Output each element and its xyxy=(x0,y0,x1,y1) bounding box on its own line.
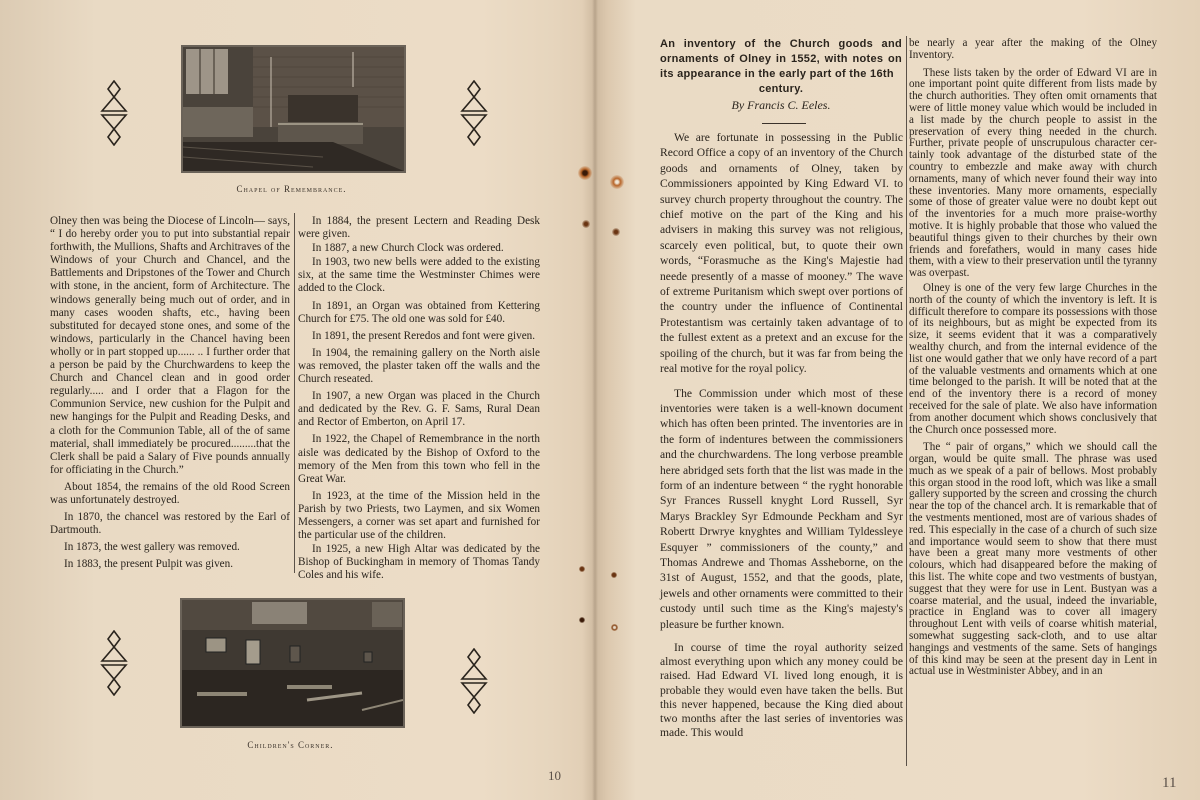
paragraph: In 1884, the present Lectern and Reading Desk were given. xyxy=(298,215,540,241)
paragraph: In 1925, a new High Altar was dedicated by the Bishop of Buckingham in memory of Thomas Tandy Coles and his wife. xyxy=(298,543,540,582)
paragraph: We are fortunate in possessing in the Public Record Office a copy of an inventory of the Church goods and ornaments of Olney, taken by Commissioners appointed by King Edward VI. to survey church property throughout the country. The chief motive on the part of the King and his advisers in making this survey was not religious, scarcely even political, but, to quote their own words, “Forasmuche as the King's Majestie had neede presently of a masse of mooney.” The wave of extreme Puritanism which swept over portions of the country under the influence of Continental Protestantism was certainly taken advantage of to the fullest extent as a pretext and an excuse for the spoiling of the church, but it was far from being the real motive for the royal policy. xyxy=(660,131,903,376)
paragraph: In 1922, the Chapel of Remembrance in the north aisle was dedicated by the Bishop of Oxford to the memory of the Men from this town who fell in the Great War. xyxy=(298,433,540,485)
article-title-last-line: century. xyxy=(758,83,804,95)
caption-chapel-of-remembrance: Chapel of Remembrance. xyxy=(236,184,347,194)
paragraph: be nearly a year after the making of the Olney Inventory. xyxy=(909,37,1157,61)
book-gutter xyxy=(592,0,598,800)
paragraph: The “ pair of organs,” which we should call the organ, would be quite small. The phrase was used much as we speak of a pair of bellows. Most probably this organ stood in the rood loft, which was like a small gallery supported by the screen and crossing the church near the top of the chancel arch. It is remarkable that of the vestments mentioned, most are of various shades of red. This especially in the case of a church of such size and importance would seem to show that there must have been a great many more vestments of other colours, which had disappeared before the making of this list. The white cope and two vestments of bustyan, suggest that they were for use in Lent. Bustyan was a coarse material, and the usual, indeed the invariable, practice in England was to cover all imagery throughout Lent with veils of coarse whitish material, somewhat suggesting sack-cloth, and to use altar hangings and vestments of the same. Sets of hangings of this kind may be seen at the present day in Lent in actual use in Westminister Abbey, and in an xyxy=(909,441,1157,678)
rust-stain xyxy=(582,220,590,228)
paragraph: The Commission under which most of these inventories were taken is a well-known document which has often been printed. The inventories are in the form of indentures between the commissioners and the churchwardens. The long verbose preamble here abridged sets forth that the list was made in the form of an indenture between “ the ryght honorable Syr Frances Russell knyght Lord Russell, Syr Marys Brackley Syr Edmounde Peckham and Syr Robertt Drwrye knyghtes and William Tyldessleye Esquyer ” commissioners of the county,” and Thomas Andrewe and Thomas Assheborne, on the 31st of August, 1552, and that the goods, plate, jewels and other ornaments were committed to their custody until such time as the King's majesty's pleasure be further known. xyxy=(660,386,903,631)
rust-stain xyxy=(579,566,585,572)
caption-childrens-corner: Children's Corner. xyxy=(247,740,334,750)
article-title-text: An inventory of the Church goods and ornaments of Olney in 1552, with notes on its appearance in the early part of the 16th xyxy=(660,38,902,80)
rust-stain xyxy=(610,175,624,189)
rust-stain xyxy=(611,572,617,578)
title-rule xyxy=(762,123,806,124)
paragraph: These lists taken by the order of Edward VI are in one important point quite different from lists made by the church authorities. They often omit ornaments that were of little money value which would be included in a list made by the church people to assist in the preservation of every thing needed in the church. Further, private people of unscrupulous character certainly took advantage of the disturbed state of the country to embezzle and make away with church ornaments, many of which never found their way into these inventories. Many more ornaments, especially some of those of greater value were no doubt kept out of the inventories for a much more praise-worthy motive. It is highly probable that those who valued the beautiful things given to their churches by their own friends and forefathers, would in many cases hide them, with a view to their preservation until the tyranny was overpast. xyxy=(909,66,1157,280)
paragraph: In 1870, the chancel was restored by the Earl of Dartmouth. xyxy=(50,511,290,537)
paragraph: In 1873, the west gallery was removed. xyxy=(64,541,240,554)
double-triangle-diamond-ornament-icon xyxy=(460,80,488,146)
photo-childrens-corner xyxy=(180,598,405,728)
rust-stain xyxy=(579,617,585,623)
article-byline: By Francis C. Eeles. xyxy=(731,98,831,112)
rust-stain xyxy=(612,228,620,236)
column-divider xyxy=(294,213,295,573)
article-title xyxy=(660,37,902,97)
left-page-column-2 xyxy=(298,215,540,586)
paragraph: In 1891, an Organ was obtained from Kettering Church for £75. The old one was sold for £40. xyxy=(298,299,540,325)
left-page-column-1 xyxy=(50,215,290,575)
paragraph: In 1903, two new bells were added to the existing six, at the same time the Westminster Chimes were added to the Clock. xyxy=(298,256,540,295)
double-triangle-diamond-ornament-icon xyxy=(100,630,128,696)
page-number-left: 10 xyxy=(548,768,561,783)
paragraph: Olney is one of the very few large Churches in the north of the county of which the inventory is left. It is difficult therefore to compare its possessions with those of its neighbours, but as might be expected from its size, it seems evident that it was a comparatively wealthy church, and from the internal evidence of the list one would gather that we only have record of a part of the valuable vestments and ornaments which at one time belonged to the parish. It will be noted that at the end of the inventory there is a record of money received for the sale of plate. We also have information from another document which shows conclusively that the Church once possessed more. xyxy=(909,281,1157,436)
paragraph: In course of time the royal authority seized almost everything upon which any money could be raised. Had Edward VI. lived long enough, it is probable they would even have taken the bells. But this never happened, because the King died about two months after the last series of inventories was made. This would xyxy=(660,641,903,740)
column-divider xyxy=(906,36,907,766)
paragraph: In 1887, a new Church Clock was ordered. xyxy=(312,242,504,255)
page-number-right: 11 xyxy=(1162,775,1177,791)
paragraph: In 1891, the present Reredos and font were given. xyxy=(312,329,536,342)
paragraph: Olney then was being the Diocese of Lincoln— says, “ I do hereby order you to put into substantial repair forthwith, the Mullions, Shafts and Architraves of the Windows of your Church and Chancel, and the Battlements and Dripstones of the Tower and Church with stone, in the ancient, form of Architecture. The windows generally being much out of order, and in many cases wooden shafts, etc., having been substituted for decayed stone ones, and some of the windows, particularly in the Chancel having been wholly or in part stopped up...... .. I further order that a person be paid by the Churchwardens to keep the Church and Chancel clean and in good order regularly..... and I order that a Flagon for the Communion Service, new cushion for the Pulpit and new hangings for the Pulpit and Reading Desks, and a cloth for the Communion Table, all of the of same material, shall immediately be procured.........that the Clerk shall be paid a Salary of Five pounds annually for officiating in the Church.” xyxy=(50,215,290,476)
paragraph: About 1854, the remains of the old Rood Screen was unfortunately destroyed. xyxy=(50,480,290,506)
paragraph: In 1923, at the time of the Mission held in the Parish by two Priests, two Laymen, and six Women Messengers, a corner was set apart and furnished for the particular use of the children. xyxy=(298,489,540,542)
right-page-column-1 xyxy=(660,130,903,744)
double-triangle-diamond-ornament-icon xyxy=(460,648,488,714)
rust-stain xyxy=(611,624,618,631)
paragraph: In 1883, the present Pulpit was given. xyxy=(64,558,234,571)
paragraph: In 1907, a new Organ was placed in the Church and dedicated by the Rev. G. F. Sams, Rural Dean and Rector of Emberton, on April 17. xyxy=(298,390,540,429)
right-page-column-2 xyxy=(909,38,1157,682)
rust-stain xyxy=(578,166,592,180)
double-triangle-diamond-ornament-icon xyxy=(100,80,128,146)
paragraph: In 1904, the remaining gallery on the North aisle was removed, the plaster taken off the walls and the Church reseated. xyxy=(298,346,540,386)
left-page xyxy=(0,0,596,800)
photo-chapel-of-remembrance xyxy=(181,45,406,173)
